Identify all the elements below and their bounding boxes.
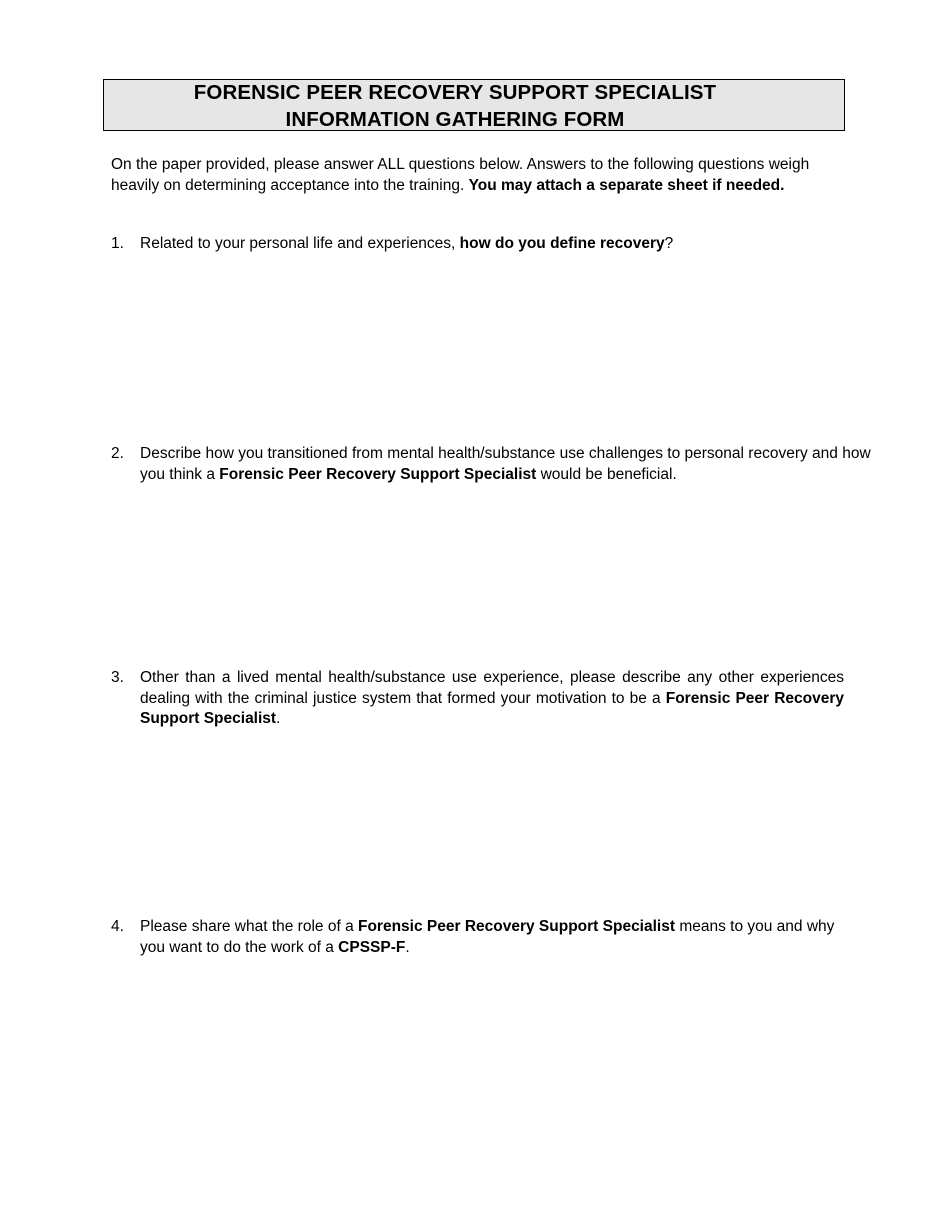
question-text-part: . — [276, 710, 281, 727]
question-text — [140, 917, 844, 958]
question-text-bold: CPSSP-F — [338, 938, 406, 956]
question-text-part: Please share what the role of a — [140, 918, 358, 935]
question-text-part: would be beneficial. — [536, 465, 677, 483]
instructions-paragraph — [111, 155, 811, 196]
question-text-part: Other than a lived mental health/substance use experience, please describe any other experiences dealing with the criminal justice system that formed your motivation to be a — [140, 669, 844, 707]
question-text — [140, 234, 860, 255]
question-text-part: means to you and why you want to do the work of a — [140, 918, 835, 956]
question-text-part: Related to your personal life and experiences, — [140, 235, 460, 252]
answer-space-3[interactable] — [140, 738, 844, 903]
question-text — [140, 668, 844, 730]
question-text-bold: how do you define recovery — [459, 235, 665, 252]
question-text-part: Describe how you transitioned from mental health/substance use challenges to personal recovery and how you think a — [140, 445, 871, 483]
question-text-bold: Forensic Peer Recovery Support Specialist — [358, 918, 676, 935]
question-number: 1. — [111, 235, 124, 252]
question-text-part: . — [405, 938, 410, 956]
form-title-box — [103, 79, 845, 131]
instructions-text: On the paper provided, please answer ALL questions below. Answers to the following questions weigh heavily on determining acceptance into the training. — [111, 156, 810, 194]
question-text-part: ? — [664, 235, 674, 252]
question-text — [140, 444, 885, 485]
form-title-line-1: FORENSIC PEER RECOVERY SUPPORT SPECIALIST — [193, 81, 717, 104]
answer-space-1[interactable] — [140, 262, 844, 432]
instructions-bold-note: You may attach a separate sheet if needed. — [468, 176, 785, 194]
form-title-line-2: INFORMATION GATHERING FORM — [285, 108, 625, 131]
answer-space-2[interactable] — [140, 492, 844, 657]
question-text-bold: Forensic Peer Recovery Support Specialist — [219, 465, 537, 483]
question-number: 2. — [111, 445, 124, 462]
answer-space-4[interactable] — [140, 966, 844, 1186]
question-number: 4. — [111, 918, 124, 935]
question-text-bold: Forensic Peer Recovery Support Specialist — [140, 689, 844, 727]
question-number: 3. — [111, 669, 124, 686]
